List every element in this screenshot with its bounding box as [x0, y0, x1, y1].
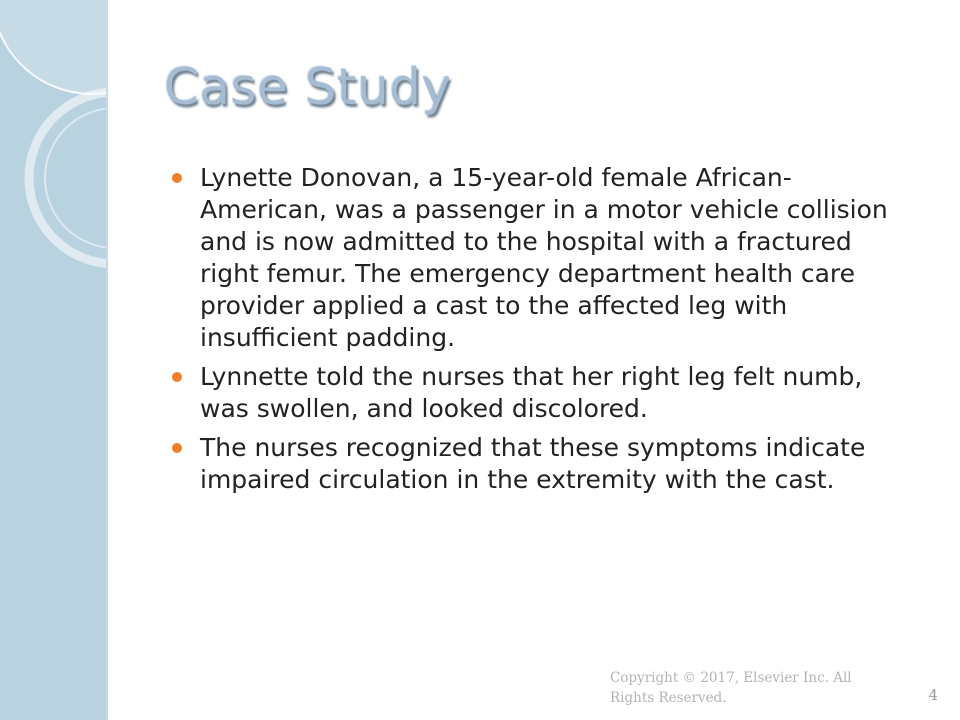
- bullet-item: [158, 432, 918, 496]
- bullet-text: The nurses recognized that these symptoms indicate impaired circulation in the extremity with the cast.: [200, 433, 866, 494]
- bullet-dot-icon: [172, 173, 182, 183]
- slide-title: Case Study: [164, 58, 452, 116]
- bullet-text: Lynnette told the nurses that her right leg felt numb, was swollen, and looked discolored.: [200, 362, 863, 423]
- decorative-sidebar: [0, 0, 106, 720]
- bullet-dot-icon: [172, 372, 182, 382]
- bullet-item: [158, 162, 918, 354]
- bullet-item: [158, 361, 918, 425]
- sidebar-circles-decoration: [0, 0, 106, 720]
- bullet-list: [158, 162, 918, 503]
- bullet-text: Lynette Donovan, a 15-year-old female African-American, was a passenger in a motor vehicle collision and is now admitted to the hospital with a fractured right femur. The emergency department health care provider applied a cast to the affected leg with insufficient padding.: [200, 163, 888, 352]
- page-number: 4: [928, 686, 938, 704]
- footer-copyright: Copyright © 2017, Elsevier Inc. All Rights Reserved.: [610, 670, 852, 706]
- sidebar-edge-line: [106, 0, 108, 720]
- bullet-dot-icon: [172, 443, 182, 453]
